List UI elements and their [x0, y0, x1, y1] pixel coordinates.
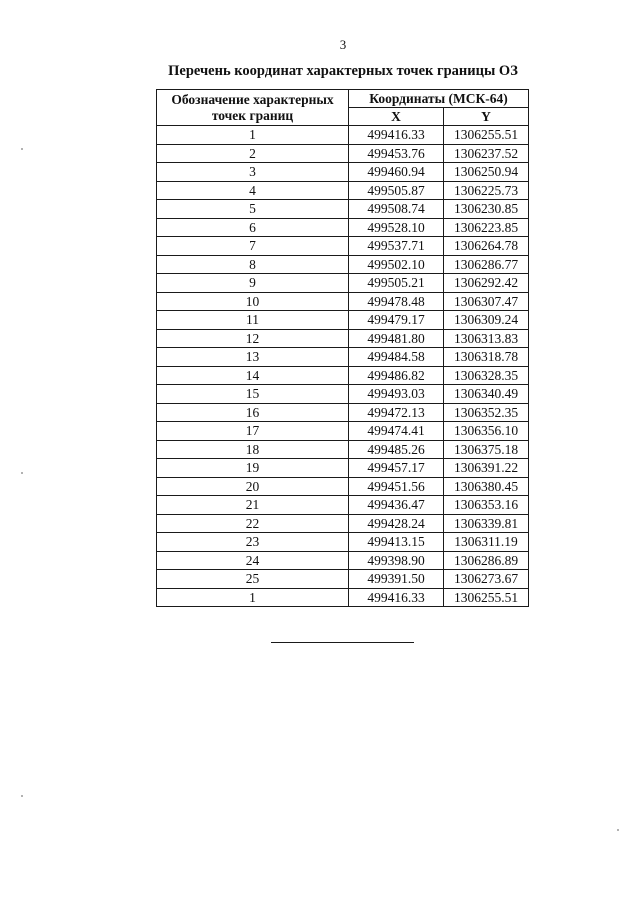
point-id-cell: 15: [157, 385, 349, 404]
table-row: [157, 385, 529, 404]
y-coordinate-cell: 1306273.67: [444, 570, 529, 589]
y-coordinate-cell: 1306255.51: [444, 588, 529, 607]
y-coordinate-cell: 1306286.89: [444, 551, 529, 570]
y-coordinate-cell: 1306307.47: [444, 292, 529, 311]
y-coordinate-cell: 1306339.81: [444, 514, 529, 533]
x-coordinate-cell: 499451.56: [349, 477, 444, 496]
y-coordinate-cell: 1306237.52: [444, 144, 529, 163]
point-id-cell: 1: [157, 126, 349, 145]
x-coordinate-cell: 499413.15: [349, 533, 444, 552]
table-row: [157, 144, 529, 163]
y-coordinate-cell: 1306380.45: [444, 477, 529, 496]
point-id-cell: 2: [157, 144, 349, 163]
page-number: 3: [339, 37, 347, 52]
y-coordinate-cell: 1306311.19: [444, 533, 529, 552]
y-coordinate-cell: 1306255.51: [444, 126, 529, 145]
table-row: [157, 311, 529, 330]
table-row: [157, 348, 529, 367]
x-coordinate-cell: 499528.10: [349, 218, 444, 237]
scan-speck: [21, 148, 23, 150]
y-coordinate-cell: 1306353.16: [444, 496, 529, 515]
table-row: [157, 551, 529, 570]
x-coordinate-cell: 499478.48: [349, 292, 444, 311]
x-coordinate-cell: 499398.90: [349, 551, 444, 570]
point-id-cell: 21: [157, 496, 349, 515]
x-coordinate-cell: 499505.87: [349, 181, 444, 200]
x-coordinate-cell: 499486.82: [349, 366, 444, 385]
table-row: [157, 237, 529, 256]
x-coordinate-cell: 499537.71: [349, 237, 444, 256]
x-coordinate-cell: 499457.17: [349, 459, 444, 478]
x-coordinate-cell: 499416.33: [349, 588, 444, 607]
table-row: [157, 218, 529, 237]
x-coordinate-cell: 499502.10: [349, 255, 444, 274]
x-coordinate-cell: 499416.33: [349, 126, 444, 145]
x-coordinate-cell: 499484.58: [349, 348, 444, 367]
point-designation-header: Обозначение характерных точек границ: [157, 90, 349, 126]
x-coordinate-cell: 499481.80: [349, 329, 444, 348]
point-id-cell: 19: [157, 459, 349, 478]
y-column-header: Y: [444, 108, 529, 126]
header-row-top: [157, 90, 529, 108]
x-coordinate-cell: 499485.26: [349, 440, 444, 459]
coordinates-table-header: [157, 90, 529, 126]
y-coordinate-cell: 1306292.42: [444, 274, 529, 293]
table-row: [157, 126, 529, 145]
x-coordinate-cell: 499428.24: [349, 514, 444, 533]
x-coordinate-cell: 499472.13: [349, 403, 444, 422]
point-id-cell: 3: [157, 163, 349, 182]
table-row: [157, 514, 529, 533]
x-coordinate-cell: 499479.17: [349, 311, 444, 330]
table-row: [157, 422, 529, 441]
y-coordinate-cell: 1306230.85: [444, 200, 529, 219]
table-row: [157, 588, 529, 607]
point-id-cell: 16: [157, 403, 349, 422]
point-id-cell: 25: [157, 570, 349, 589]
table-row: [157, 533, 529, 552]
table-row: [157, 200, 529, 219]
point-id-cell: 6: [157, 218, 349, 237]
table-row: [157, 274, 529, 293]
table-row: [157, 329, 529, 348]
x-coordinate-cell: 499436.47: [349, 496, 444, 515]
point-id-cell: 18: [157, 440, 349, 459]
table-row: [157, 163, 529, 182]
y-coordinate-cell: 1306356.10: [444, 422, 529, 441]
table-row: [157, 403, 529, 422]
point-id-cell: 20: [157, 477, 349, 496]
table-row: [157, 570, 529, 589]
table-row: [157, 440, 529, 459]
y-coordinate-cell: 1306250.94: [444, 163, 529, 182]
point-id-cell: 22: [157, 514, 349, 533]
point-id-cell: 23: [157, 533, 349, 552]
scan-speck: [21, 472, 23, 474]
y-coordinate-cell: 1306313.83: [444, 329, 529, 348]
point-id-cell: 4: [157, 181, 349, 200]
point-id-cell: 11: [157, 311, 349, 330]
y-coordinate-cell: 1306352.35: [444, 403, 529, 422]
footer-divider: [271, 642, 414, 643]
point-id-cell: 10: [157, 292, 349, 311]
y-coordinate-cell: 1306375.18: [444, 440, 529, 459]
scan-speck: [617, 829, 619, 831]
y-coordinate-cell: 1306328.35: [444, 366, 529, 385]
table-row: [157, 255, 529, 274]
x-coordinate-cell: 499391.50: [349, 570, 444, 589]
x-coordinate-cell: 499493.03: [349, 385, 444, 404]
y-coordinate-cell: 1306225.73: [444, 181, 529, 200]
y-coordinate-cell: 1306264.78: [444, 237, 529, 256]
x-coordinate-cell: 499474.41: [349, 422, 444, 441]
y-coordinate-cell: 1306318.78: [444, 348, 529, 367]
x-coordinate-cell: 499505.21: [349, 274, 444, 293]
point-id-cell: 13: [157, 348, 349, 367]
x-coordinate-cell: 499453.76: [349, 144, 444, 163]
table-row: [157, 366, 529, 385]
coordinates-group-header: Координаты (МСК-64): [349, 90, 529, 108]
point-id-cell: 9: [157, 274, 349, 293]
point-id-cell: 5: [157, 200, 349, 219]
table-row: [157, 477, 529, 496]
x-column-header: X: [349, 108, 444, 126]
coordinates-table: [156, 89, 529, 607]
table-row: [157, 496, 529, 515]
coordinates-table-body: [157, 126, 529, 607]
point-id-cell: 1: [157, 588, 349, 607]
table-row: [157, 292, 529, 311]
x-coordinate-cell: 499460.94: [349, 163, 444, 182]
point-id-cell: 24: [157, 551, 349, 570]
y-coordinate-cell: 1306340.49: [444, 385, 529, 404]
point-id-cell: 12: [157, 329, 349, 348]
table-row: [157, 181, 529, 200]
point-id-cell: 14: [157, 366, 349, 385]
document-title: Перечень координат характерных точек границы ОЗ: [168, 63, 518, 79]
point-id-cell: 7: [157, 237, 349, 256]
y-coordinate-cell: 1306391.22: [444, 459, 529, 478]
y-coordinate-cell: 1306286.77: [444, 255, 529, 274]
point-id-cell: 17: [157, 422, 349, 441]
x-coordinate-cell: 499508.74: [349, 200, 444, 219]
y-coordinate-cell: 1306309.24: [444, 311, 529, 330]
table-row: [157, 459, 529, 478]
scan-speck: [21, 795, 23, 797]
y-coordinate-cell: 1306223.85: [444, 218, 529, 237]
point-id-cell: 8: [157, 255, 349, 274]
